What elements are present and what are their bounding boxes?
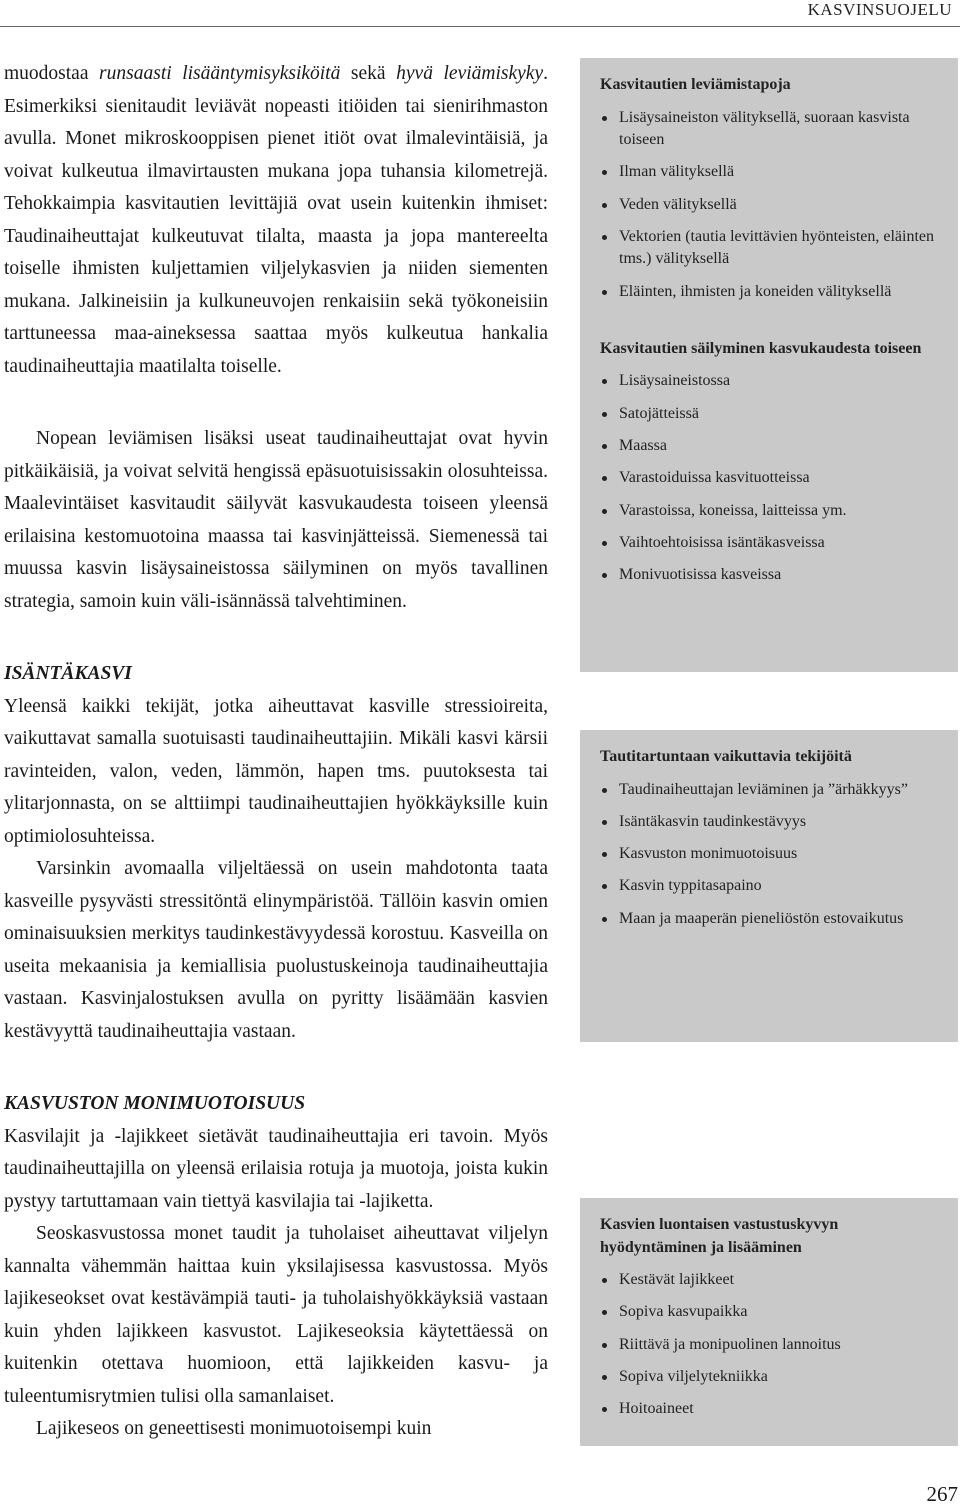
diversity-paragraph-3: Lajikeseos on geneettisesti monimuotoisempi kuin — [36, 1418, 432, 1439]
list-item: Eläinten, ihmisten ja koneiden välityksellä — [600, 281, 938, 304]
list-item: Kestävät lajikkeet — [600, 1269, 938, 1292]
list-item: Maan ja maaperän pieneliöstön estovaikutus — [600, 908, 938, 931]
intro-text-2: sekä — [340, 63, 397, 84]
host-plant-paragraph-1: Yleensä kaikki tekijät, jotka aiheuttavat kasville stressioireita, vaikuttavat samalla suotuisasti taudinaiheuttajiin. Mikäli kasvi kärsii ravinteiden, valon, veden, lämmön, hapen tms. puutoksesta tai ylitarjonnasta, on se alttiimpi taudinaiheuttajien hyökkäyksille kuin optimiolosuhteissa. — [4, 695, 548, 847]
list-item: Sopiva kasvupaikka — [600, 1301, 938, 1324]
sidebar-box-natural-resistance — [580, 1198, 958, 1446]
intro-text-3: . Esimerkiksi sienitaudit leviävät nopeasti itiöiden tai sienirihmaston avulla. Monet mikroskooppisen pienet itiöt ovat ilmalevintäisiä, ja voivat kulkeutua ilmavirtausten mukana jopa tuhansia kilometrejä. Tehokkaimpia kasvitautien levittäjiä ovat usein kuitenkin ihmiset: Taudinaiheuttajat kulkeutuvat tilalta, maasta ja jopa mantereelta toiselle ihmisten kuljettamien viljelykasvien ja niiden siementen mukana. Jalkineisiin ja kulkuneuvojen renkaisiin sekä työkoneisiin tarttuneessa maa-aineksessa saattaa myös kulkeutua hankalia taudinaiheuttajia maatilalta toiselle. — [4, 63, 548, 377]
list-item: Lisäysaineiston välityksellä, suoraan kasvista toiseen — [600, 107, 938, 152]
list-item: Hoitoaineet — [600, 1398, 938, 1421]
survival-list — [600, 370, 938, 586]
sidebar-box-spread-and-survival — [580, 58, 958, 672]
list-item: Veden välityksellä — [600, 194, 938, 217]
page-number: 267 — [926, 1482, 958, 1506]
list-item: Maassa — [600, 435, 938, 458]
list-item: Isäntäkasvin taudinkestävyys — [600, 811, 938, 834]
diversity-paragraph-2: Seoskasvustossa monet taudit ja tuholaiset aiheuttavat viljelyn kannalta vähemmän haittaa kuin yksilajisessa kasvustossa. Myös lajikeseokset ovat kestävämpiä tauti- ja tuholaishyökkäyksiä vastaan kuin yhden lajikkeen kasvustot. Lajikeseoksia käytettäessä on kuitenkin otettava huomioon, että lajikkeiden kasvu- ja tuleentumisrytmien tulisi olla samanlaiset. — [4, 1223, 548, 1407]
section-heading-host-plant: ISÄNTÄKASVI — [4, 663, 132, 684]
running-header: KASVINSUOJELU — [807, 0, 952, 19]
list-item: Lisäysaineistossa — [600, 370, 938, 393]
intro-emphasis-2: hyvä leviämiskyky — [396, 63, 544, 84]
list-item: Vektorien (tautia levittävien hyönteisten, eläinten tms.) välityksellä — [600, 226, 938, 271]
section-heading-diversity: KASVUSTON MONIMUOTOISUUS — [4, 1093, 306, 1114]
list-item: Vaihtoehtoisissa isäntäkasveissa — [600, 532, 938, 555]
intro-text-1: muodostaa — [4, 63, 100, 84]
box-spacer — [600, 313, 938, 338]
list-item: Kasvin typpitasapaino — [600, 875, 938, 898]
factors-list — [600, 779, 938, 931]
list-item: Varastoiduissa kasvituotteissa — [600, 467, 938, 490]
list-item: Kasvuston monimuotoisuus — [600, 843, 938, 866]
resistance-list — [600, 1269, 938, 1421]
main-text-column — [4, 58, 548, 1446]
box-title-resistance: Kasvien luontaisen vastustuskyvyn hyödyntäminen ja lisääminen — [600, 1216, 839, 1256]
list-item: Monivuotisissa kasveissa — [600, 564, 938, 587]
host-plant-paragraph-2: Varsinkin avomaalla viljeltäessä on usein mahdotonta taata kasveille pysyvästi stressitöntä elinympäristöä. Tällöin kasvin omien ominaisuuksien merkitys taudinkestävyydessä korostuu. Kasveilla on useita mekaanisia ja kemiallisia puolustuskeinoja taudinaiheuttajia vastaan. Kasvinjalostuksen avulla on pyritty lisäämään kasvien kestävyyttä taudinaiheuttajia vastaan. — [4, 858, 548, 1042]
list-item: Riittävä ja monipuolinen lannoitus — [600, 1334, 938, 1357]
list-item: Taudinaiheuttajan leviäminen ja ”ärhäkkyys” — [600, 779, 938, 802]
box-title-survival: Kasvitautien säilyminen kasvukaudesta toiseen — [600, 339, 922, 357]
box-title-spread: Kasvitautien leviämistapoja — [600, 76, 791, 93]
spread-list — [600, 107, 938, 304]
list-item: Ilman välityksellä — [600, 161, 938, 184]
intro-emphasis-1: runsaasti lisääntymisyksiköitä — [99, 63, 341, 84]
survival-paragraph: Nopean leviämisen lisäksi useat taudinaiheuttajat ovat hyvin pitkäikäisiä, ja voivat selvitä hengissä epäsuotuisissakin olosuhteissa. Maalevintäiset kasvitaudit säilyvät kasvukaudesta toiseen yleensä erilaisina kestomuotoina maassa tai kasvinjätteissä. Siemenessä tai muussa kasvin lisäysaineistossa säilyminen on myös tavallinen strategia, samoin kuin väli-isännässä talvehtiminen. — [4, 428, 548, 612]
box-title-factors: Tautitartuntaan vaikuttavia tekijöitä — [600, 748, 852, 765]
sidebar-box-infection-factors — [580, 730, 958, 1042]
diversity-paragraph-1: Kasvilajit ja -lajikkeet sietävät taudinaiheuttajia eri tavoin. Myös taudinaiheuttajilla on yleensä erilaisia rotuja ja muotoja, joista kukin pystyy tartuttamaan vain tiettyä kasvilajia tai -lajiketta. — [4, 1125, 548, 1212]
header-rule — [0, 26, 960, 27]
list-item: Satojätteissä — [600, 403, 938, 426]
list-item: Varastoissa, koneissa, laitteissa ym. — [600, 500, 938, 523]
intro-paragraph — [4, 58, 548, 383]
list-item: Sopiva viljelytekniikka — [600, 1366, 938, 1389]
